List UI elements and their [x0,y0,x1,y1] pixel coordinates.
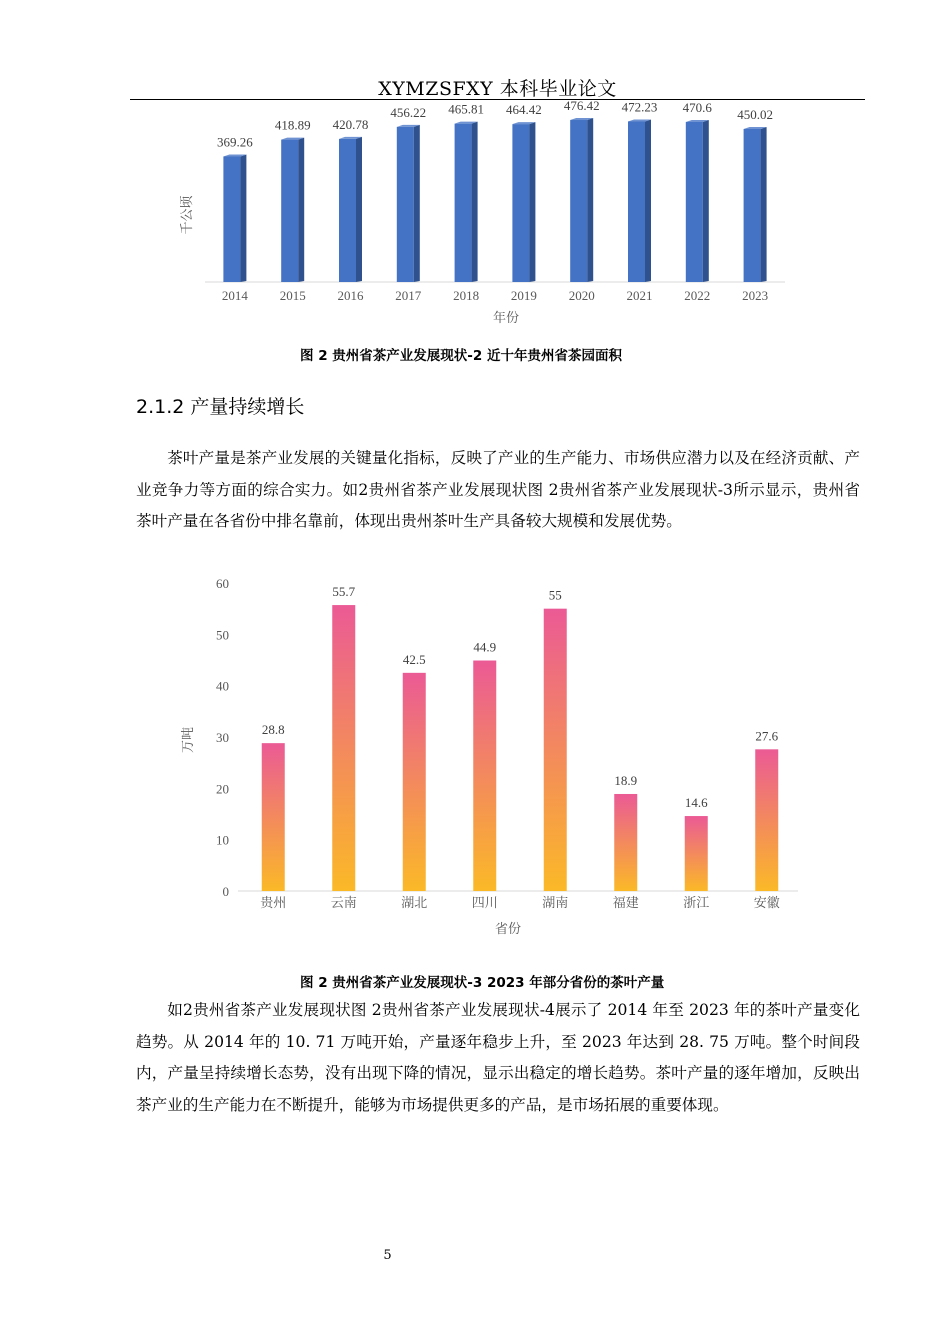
tick-label: 2022 [684,288,711,303]
bar [397,127,414,282]
tick-label: 2019 [510,288,537,303]
tick-label: 湖北 [401,895,428,910]
bar [281,140,298,282]
tick-label: 2020 [568,288,595,303]
tick-label: 2018 [453,288,480,303]
bar-side [472,122,478,282]
tick-label: 2016 [337,288,364,303]
paragraph-1: 茶叶产量是茶产业发展的关键量化指标，反映了产业的生产能力、市场供应潜力以及在经济贡献、产业竞争力等方面的综合实力。如2贵州省茶产业发展现状图 2贵州省茶产业发展现状-3所示显示，贵州省茶叶产量在各省份中排名靠前，体现出贵州茶叶生产具备较大规模和发展优势。 [136,449,860,530]
bar-side [356,137,362,282]
bar-side [587,118,593,282]
paragraph-2: 如2贵州省茶产业发展现状图 2贵州省茶产业发展现状-4展示了 2014 年至 2023 年的茶叶产量变化趋势。从 2014 年的 10. 71 万吨开始，产量逐年稳步上升，至 2023 年达到 28. 75 万吨。整个时间段内，产量呈持续增长态势，没有出现下降的情况，显示出稳定的增长趋势。茶叶产量的逐年增加，反映出茶产业的生产能力在不断提升，能够为市场提供更多的产品，是市场拓展的重要体现。 [136,1001,860,1114]
data-label: 472.23 [621,99,658,115]
tick-label: 安徽 [753,895,780,910]
bar [570,120,587,282]
tick-label: 贵州 [260,895,287,910]
bar-side [529,122,535,282]
data-label: 27.6 [755,728,779,744]
bar [403,673,426,891]
page-number: 5 [383,1248,392,1263]
tick-label: 湖南 [542,895,569,910]
bar [744,129,761,282]
tea-yield-by-province-chart [0,570,950,950]
bar [473,661,496,891]
bar-side [761,127,767,282]
bar [755,749,778,891]
bar [339,139,356,282]
bar [512,124,529,282]
y-tick-label: 20 [216,781,229,797]
tick-label: 2014 [221,288,248,303]
tick-label: 2017 [395,288,422,303]
tea-garden-area-chart [0,0,950,335]
tick-label: 2021 [626,288,653,303]
bar-side [414,125,420,282]
bar [686,122,703,282]
tick-label: 四川 [471,895,498,910]
bar-side [240,154,246,282]
tick-label: 2023 [742,288,769,303]
data-label: 420.78 [332,116,369,132]
bar [685,816,708,891]
data-label: 44.9 [473,639,497,655]
data-label: 55.7 [332,584,356,600]
data-label: 18.9 [614,772,638,788]
data-label: 55 [548,587,562,603]
tick-label: 2015 [279,288,306,303]
y-tick-label: 40 [216,678,229,694]
data-label: 450.02 [737,106,773,122]
data-label: 28.8 [261,722,285,738]
y-axis-label: 千公顷 [179,195,194,235]
x-axis-label: 省份 [494,921,522,936]
y-tick-label: 60 [216,576,229,591]
data-label: 418.89 [274,117,311,133]
figure-3-caption: 图 2 贵州省茶产业发展现状-3 2023 年部分省份的茶叶产量 [300,975,665,991]
bar-side [645,119,651,282]
bar [628,121,645,282]
bar [332,605,355,891]
bar [223,156,240,282]
data-label: 42.5 [402,651,426,667]
data-label: 369.26 [217,134,253,150]
figure-2-caption: 图 2 贵州省茶产业发展现状-2 近十年贵州省茶园面积 [300,348,622,364]
page-header: XYMZSFXY 本科毕业论文 [378,78,617,100]
bar-side [298,138,304,282]
data-label: 464.42 [506,102,542,118]
data-label: 476.42 [563,98,600,114]
tick-label: 云南 [330,895,357,910]
data-label: 14.6 [684,795,708,811]
y-tick-label: 30 [216,730,229,745]
data-label: 470.6 [682,99,712,115]
y-tick-label: 50 [216,627,229,643]
bar [455,124,472,282]
data-label: 456.22 [390,104,427,120]
bar-side [703,120,709,282]
bar [544,609,567,891]
tick-label: 福建 [612,895,639,910]
x-axis-label: 年份 [492,310,520,325]
bar [614,794,637,891]
tick-label: 浙江 [683,895,710,910]
data-label: 465.81 [448,101,484,117]
y-tick-label: 0 [222,884,229,899]
section-heading: 2.1.2 产量持续增长 [136,396,305,418]
y-axis-label: 万吨 [180,726,195,754]
bar [262,743,285,891]
y-tick-label: 10 [216,832,229,848]
